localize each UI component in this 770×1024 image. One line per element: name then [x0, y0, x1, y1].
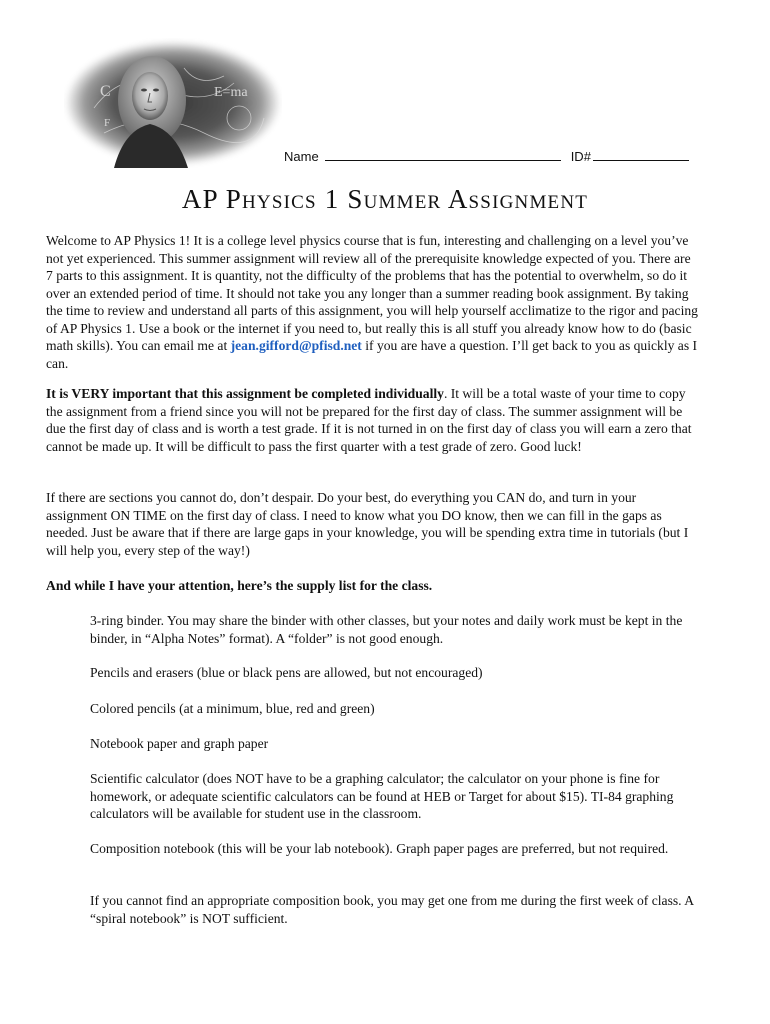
supply-item: 3-ring binder. You may share the binder with other classes, but your notes and daily work must be kept in the binder, in “Alpha Notes” format). A “folder” is not good enough.	[90, 613, 683, 646]
formula-fragment: C	[100, 83, 111, 100]
intro-paragraph	[46, 232, 698, 372]
page-title: AP Physics 1 Summer Assignment	[181, 184, 589, 214]
supply-item: If you cannot find an appropriate composition book, you may get one from me during the first week of class. A “spiral notebook” is NOT sufficient.	[90, 893, 694, 926]
supply-item: Pencils and erasers (blue or black pens are allowed, but not encouraged)	[90, 665, 483, 680]
email-link[interactable]: jean.gifford@pfisd.net	[230, 338, 362, 353]
intro-text-end: if you are have a question. I’ll get back to you as quickly as I can.	[46, 338, 698, 371]
intro-text: Welcome to AP Physics 1! It is a college level physics course that is fun, interesting and challenging on a level you’ve not yet experienced. This summer assignment will review all of the prerequisite knowledge expected of you. There are 7 parts to this assignment. It is quantity, not the difficulty of the problems that has the potential to overwhelm, so do it over an extended period of time. It should not take you any longer than a summer reading book assignment. By taking the time to review and understand all parts of this assignment, you will help yourself acclimatize to the rigor and pacing of AP Physics 1. Use a book or the internet if you need to, but really this is all stuff you already know how to do (basic math skills). You can email me at	[46, 233, 698, 353]
supply-heading: And while I have your attention, here’s the supply list for the class.	[46, 578, 433, 593]
supply-item: Composition notebook (this will be your lab notebook). Graph paper pages are preferred, but not required.	[90, 841, 669, 856]
important-paragraph	[46, 385, 698, 455]
encouragement-paragraph: If there are sections you cannot do, don’t despair. Do your best, do everything you CAN do, and turn in your assignment ON TIME on the first day of class. I need to know what you DO know, then we can fill in the gaps as needed. Just be aware that if there are large gaps in your knowledge, you will be spending extra time in tutorials (but I will help you, every step of the way!)	[46, 490, 689, 558]
id-label: ID#	[570, 149, 591, 164]
newton-portrait-icon	[64, 38, 282, 168]
supply-item: Colored pencils (at a minimum, blue, red and green)	[90, 701, 375, 716]
name-id-line	[284, 148, 689, 164]
important-text: . It will be a total waste of your time to copy the assignment from a friend since you will not be prepared for the first day of class. The summer assignment will be due the first day of class and is worth a test grade. If it is not turned in on the first day of class you will earn a zero that cannot be made up. It will be difficult to pass the first quarter with a test grade of zero. Good luck!	[46, 386, 692, 454]
formula-fragment: F	[104, 117, 111, 129]
name-blank[interactable]	[325, 148, 561, 161]
important-lead: It is VERY important that this assignment be completed individually	[46, 386, 444, 401]
formula-fragment: E=ma	[214, 85, 248, 100]
supply-item: Notebook paper and graph paper	[90, 736, 269, 751]
id-blank[interactable]	[593, 148, 689, 161]
name-label: Name	[284, 149, 319, 164]
supply-item: Scientific calculator (does NOT have to be a graphing calculator; the calculator on your phone is fine for homework, or adequate scientific calculators can be found at HEB or Target for about $15). TI-84 graphing calculators will be available for student use in the classroom.	[90, 771, 674, 821]
